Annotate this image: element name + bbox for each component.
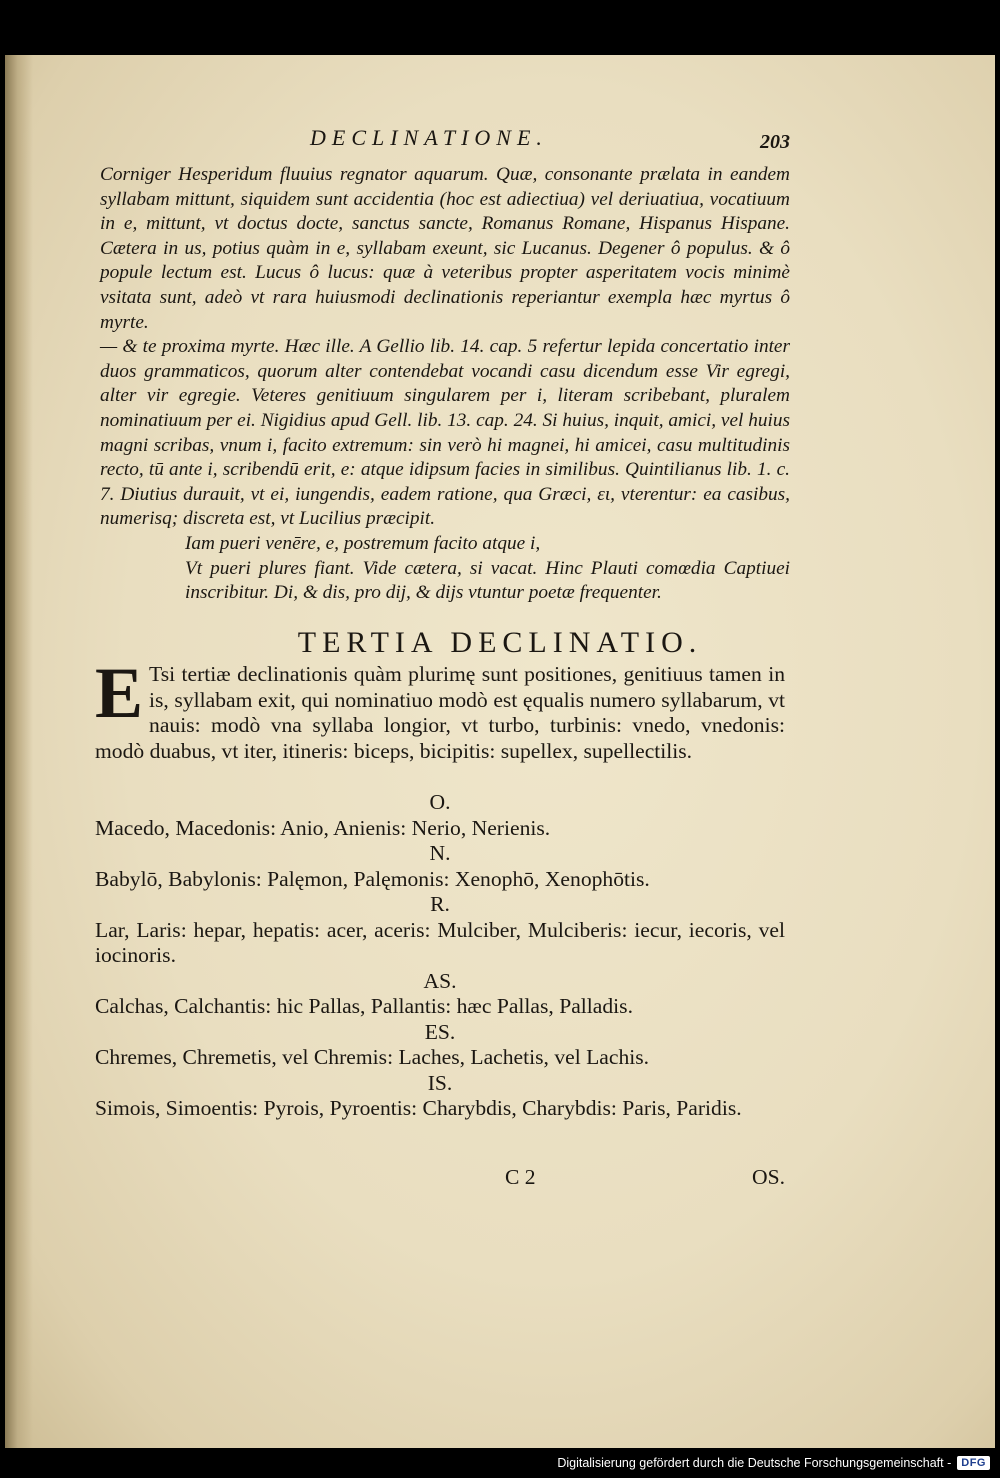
entry-row-is: Simois, Simoentis: Pyrois, Pyroentis: Charybdis, Charybdis: Paris, Paridis. xyxy=(95,1096,742,1120)
page-foot xyxy=(95,1165,785,1195)
entry-heading-es: ES. xyxy=(424,1019,456,1044)
intro-text: Tsi tertiæ declinationis quàm plurimę sunt positiones, genitiuus tamen in is, syllabam exit, qui nominatiuo modò est ęqualis numero syllabarum, vt nauis: modò vna syllaba longior, vt turbo, turbinis: vnedo, vnedonis: modò duabus, vt iter, itineris: biceps, bicipitis: supellex, supellectilis. xyxy=(95,662,785,763)
italic-paragraph-2: — & te proxima myrte. Hæc ille. A Gellio lib. 14. cap. 5 refertur lepida concertatio inter duos grammaticos, quorum alter contendebat vocandi casu dicendum esse Vir egregi, alter vir egregie. Veteres genitiuum singularem per i, literam scribebant, pluralem nominatiuum per ei. Nigidius apud Gell. lib. 13. cap. 24. Si huius, inquit, amici, vel huius magni scribas, vnum i, facito extremum: sin verò hi magnei, hi amicei, casu multitudinis recto, tū ante i, scribendū erit, e: atque idipsum facies in similibus. Quintilianus lib. 1. c. 7. Diutius durauit, vt ei, iungendis, eadem ratione, qua Græci, ει, vterentur: ea casibus, numerisq; discreta est, vt Lucilius præcipit. xyxy=(100,336,790,530)
entry-heading-as: AS. xyxy=(423,968,457,993)
italic-paragraph-1: Corniger Hesperidum fluuius regnator aquarum. Quæ, consonante prælata in eandem syllabam mittunt, siquidem sunt accidentia (hoc est adiectiua) vel deriuatiua, vocatiuum in e, mittunt, vt doctus docte, sanctus sancte, Romanus Romane, Hispanus Hispane. Cætera in us, potius quàm in e, syllabam exeunt, sic Lucanus. Degener ô populus. & ô popule lectum est. Lucus ô lucus: quæ à veteribus propter asperitatem vocis minimè vsitata sunt, adeò vt rara huiusmodi declinationis reperiantur exempla hæc myrtus ô myrte. xyxy=(100,164,790,333)
entry-heading-is: IS. xyxy=(427,1070,453,1095)
running-head: DECLINATIONE. xyxy=(310,125,548,150)
catchword: OS. xyxy=(751,1165,785,1189)
page-header xyxy=(310,125,790,155)
intro-paragraph xyxy=(95,653,785,764)
entry-row-o: Macedo, Macedonis: Anio, Anienis: Nerio, Nerienis. xyxy=(95,815,551,840)
verse-line-1: Iam pueri venēre, e, postremum facito atque i, xyxy=(185,532,541,554)
entry-row-r: Lar, Laris: hepar, hepatis: acer, aceris: Mulciber, Mulciberis: iecur, iecoris, vel iocinoris. xyxy=(95,917,785,967)
entry-row-es: Chremes, Chremetis, vel Chremis: Laches, Lachetis, vel Lachis. xyxy=(95,1045,650,1069)
page-spine-shadow xyxy=(5,55,33,1448)
entry-row-as: Calchas, Calchantis: hic Pallas, Pallantis: hæc Pallas, Palladis. xyxy=(95,994,633,1018)
dropcap: E xyxy=(95,653,144,733)
digitization-footer xyxy=(557,1456,990,1470)
entry-heading-r: R. xyxy=(430,892,450,916)
entry-row-n: Babylō, Babylonis: Palęmon, Palęmonis: Xenophō, Xenophōtis. xyxy=(95,866,650,891)
page-number: 203 xyxy=(760,131,790,153)
entry-heading-o: O. xyxy=(429,790,451,814)
entry-heading-n: N. xyxy=(429,841,451,865)
section-heading: TERTIA DECLINATIO. xyxy=(297,626,703,659)
dfg-logo-icon: DFG xyxy=(957,1456,990,1470)
italic-commentary xyxy=(100,163,790,606)
footer-credit: Digitalisierung gefördert durch die Deutsche Forschungsgemeinschaft - xyxy=(557,1456,952,1470)
declension-intro xyxy=(95,653,785,764)
verse-line-2: Vt pueri plures fiant. Vide cætera, si vacat. Hinc Plauti comœdia Captiuei inscribitur. Di, & dis, pro dij, & dijs vtuntur poetæ frequenter. xyxy=(185,557,790,604)
signature-mark: C 2 xyxy=(505,1165,536,1189)
declension-entries xyxy=(95,790,785,1122)
